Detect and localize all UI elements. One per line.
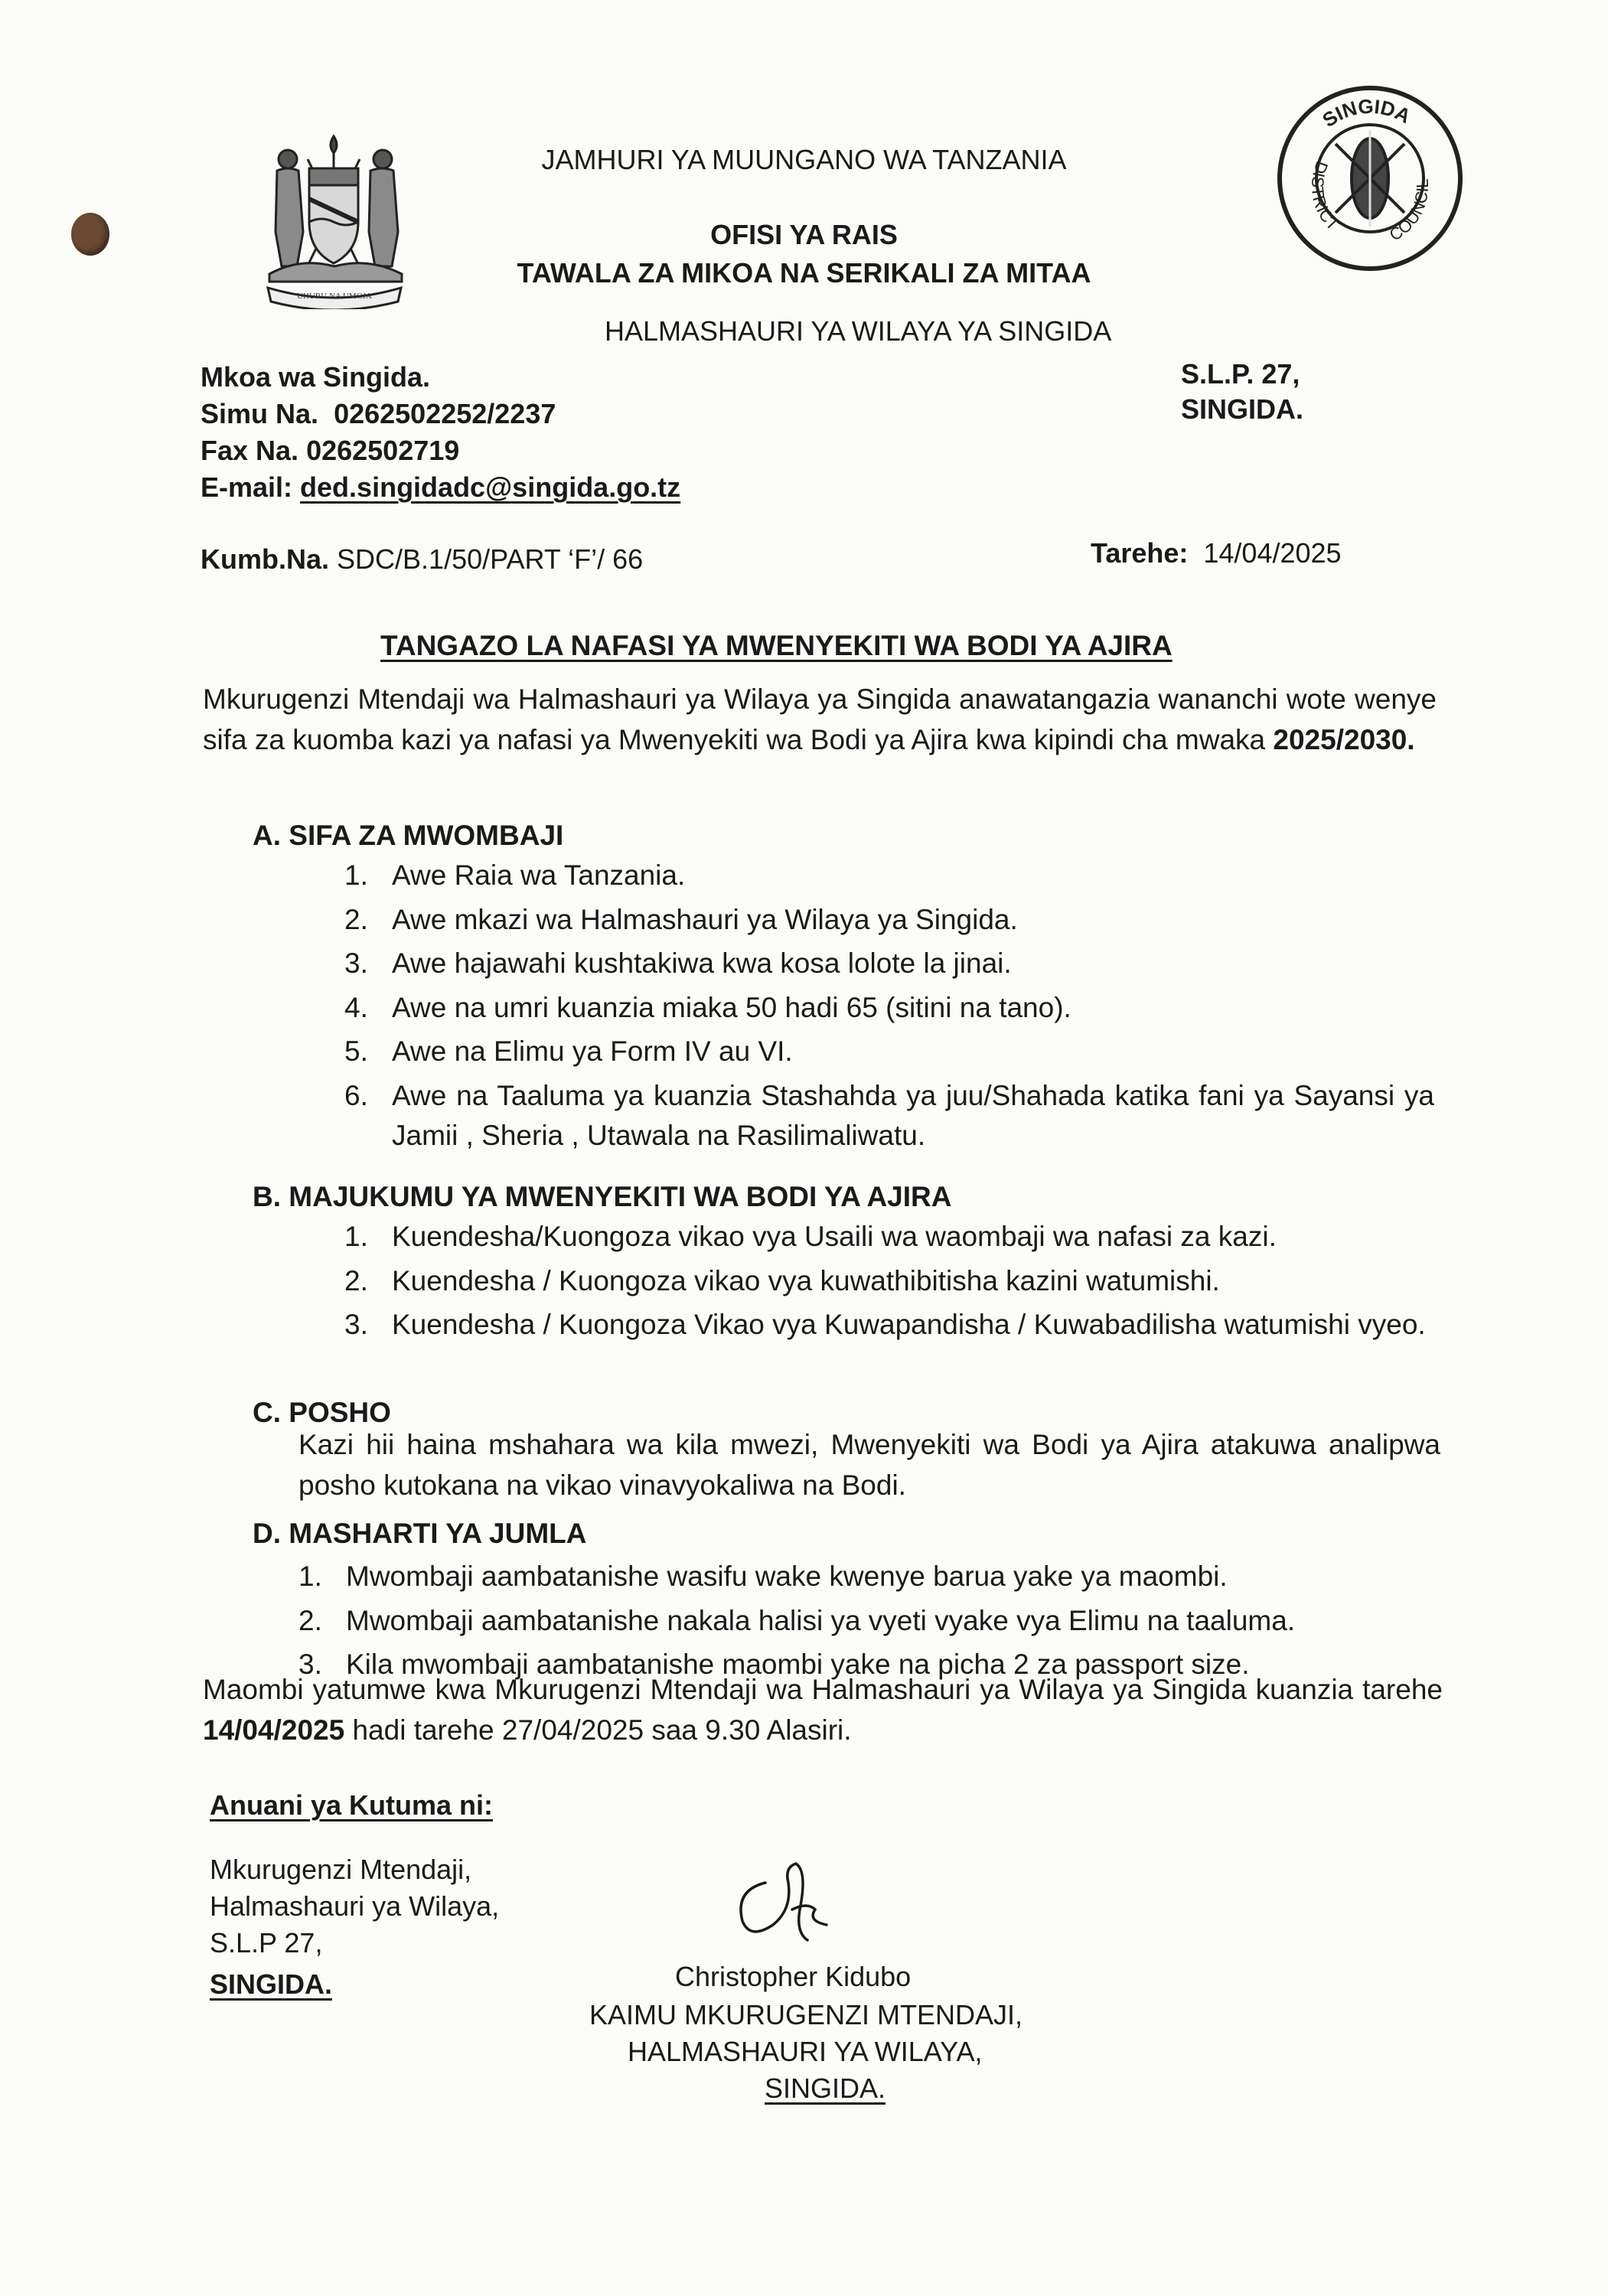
date-value: 14/04/2025 (1203, 537, 1342, 569)
list-item: 3. Kuendesha / Kuongoza Vikao vya Kuwapandisha / Kuwabadilisha watumishi vyeo. (344, 1309, 1426, 1341)
office-line-2: TAWALA ZA MIKOA NA SERIKALI ZA MITAA (517, 257, 1091, 289)
fax-line (201, 433, 459, 469)
signatory-title: KAIMU MKURUGENZI MTENDAJI, (589, 1999, 1023, 2030)
closing-date-from: 14/04/2025 (203, 1714, 345, 1746)
address-heading: Anuani ya Kutuma ni: (210, 1789, 494, 1821)
po-town: SINGIDA. (1181, 393, 1304, 425)
reference-label: Kumb.Na. (201, 543, 330, 575)
email-label: E-mail: (201, 471, 293, 503)
section-a-heading: A. SIFA ZA MWOMBAJI (253, 820, 564, 851)
section-d-list (298, 1557, 1433, 1685)
phone-label: Simu Na. (201, 398, 319, 429)
fax-label: Fax Na. (201, 435, 299, 466)
emblem-motto: UHURU NA UMOJA (297, 292, 372, 301)
country-name: JAMHURI YA MUUNGANO WA TANZANIA (541, 144, 1067, 175)
phone-number: 0262502252/2237 (334, 398, 556, 429)
address-line-3: S.L.P 27, (210, 1927, 323, 1958)
list-item: 2. Awe mkazi wa Halmashauri ya Wilaya ya Singida. (344, 903, 1018, 935)
list-item: 3. Awe hajawahi kushtakiwa kwa kosa lolote la jinai. (344, 947, 1012, 980)
handwritten-signature (719, 1852, 842, 1959)
intro-text: Mkurugenzi Mtendaji wa Halmashauri ya Wilaya ya Singida anawatangazia wananchi wote wenye sifa za kuomba kazi ya nafasi ya Mwenyekiti wa Bodi ya Ajira kwa kipindi cha mwaka (203, 683, 1437, 755)
intro-paragraph (203, 680, 1437, 760)
section-a-list (344, 856, 1434, 1156)
list-item: 1. Kuendesha/Kuongoza vikao vya Usaili wa waombaji wa nafasi za kazi. (344, 1221, 1277, 1252)
list-item: 4. Awe na umri kuanzia miaka 50 hadi 65 (sitini na tano). (344, 991, 1071, 1023)
seal-top-text: SINGIDA (1318, 94, 1415, 132)
list-item: 3. Kila mwombaji aambatanishe maombi yake na picha 2 za passport size. (298, 1649, 1250, 1681)
reference-line (201, 542, 643, 578)
address-line-4: SINGIDA. (210, 1968, 333, 2000)
signatory-office: HALMASHAURI YA WILAYA, (628, 2036, 983, 2067)
list-item: 6. Awe na Taaluma ya kuanzia Stashahda ya juu/Shahada katika fani ya Sayansi ya Jamii , Sheria , Utawala na Rasilimaliwatu. (344, 1079, 1434, 1152)
council-name: HALMASHAURI YA WILAYA YA SINGIDA (605, 315, 1112, 347)
po-box: S.L.P. 27, (1181, 358, 1300, 390)
list-item: 2. Kuendesha / Kuongoza vikao vya kuwathibitisha kazini watumishi. (344, 1264, 1220, 1296)
date-label: Tarehe: (1091, 537, 1189, 569)
section-c-heading: C. POSHO (253, 1397, 391, 1428)
signatory-name: Christopher Kidubo (675, 1961, 912, 1992)
section-c-text: Kazi hii haina mshahara wa kila mwezi, Mwenyekiti wa Bodi ya Ajira atakuwa analipwa posho kutokana na vikao vinavyokaliwa na Bodi. (298, 1429, 1440, 1501)
list-item: 2. Mwombaji aambatanishe nakala halisi ya vyeti vyake vya Elimu na taaluma. (298, 1604, 1296, 1636)
email-line (201, 470, 680, 506)
list-item: 1. Awe Raia wa Tanzania. (344, 859, 686, 891)
phone-line (201, 396, 556, 432)
reference-number: SDC/B.1/50/PART ‘F’/ 66 (337, 543, 644, 575)
address-line-2: Halmashauri ya Wilaya, (210, 1890, 500, 1922)
list-item: 1. Mwombaji aambatanishe wasifu wake kwenye barua yake ya maombi. (298, 1561, 1228, 1592)
office-line-1: OFISI YA RAIS (710, 219, 898, 250)
address-line-1: Mkurugenzi Mtendaji, (210, 1854, 472, 1885)
list-item: 5. Awe na Elimu ya Form IV au VI. (344, 1035, 793, 1068)
section-b-list (344, 1217, 1440, 1345)
section-d-heading: D. MASHARTI YA JUMLA (253, 1518, 587, 1549)
date-line (1091, 536, 1342, 572)
section-b-heading: B. MAJUKUMU YA MWENYEKITI WA BODI YA AJIRA (253, 1181, 952, 1212)
closing-paragraph (203, 1670, 1443, 1750)
intro-period: 2025/2030. (1273, 723, 1415, 755)
seal-left-text: DISTRICT (1307, 158, 1343, 234)
email-link[interactable]: ded.singidadc@singida.go.tz (300, 471, 681, 503)
region-line: Mkoa wa Singida. (201, 361, 431, 393)
closing-text-1: Maombi yatumwe kwa Mkurugenzi Mtendaji wa Halmashauri ya Wilaya ya Singida kuanzia tarehe (203, 1674, 1443, 1705)
seal-right-text: COUNCIL (1385, 178, 1433, 245)
closing-text-2: hadi tarehe 27/04/2025 saa 9.30 Alasiri. (344, 1714, 852, 1746)
signatory-town: SINGIDA. (765, 2073, 886, 2104)
fax-number: 0262502719 (306, 435, 460, 466)
notice-title: TANGAZO LA NAFASI YA MWENYEKITI WA BODI YA AJIRA (380, 630, 1173, 661)
